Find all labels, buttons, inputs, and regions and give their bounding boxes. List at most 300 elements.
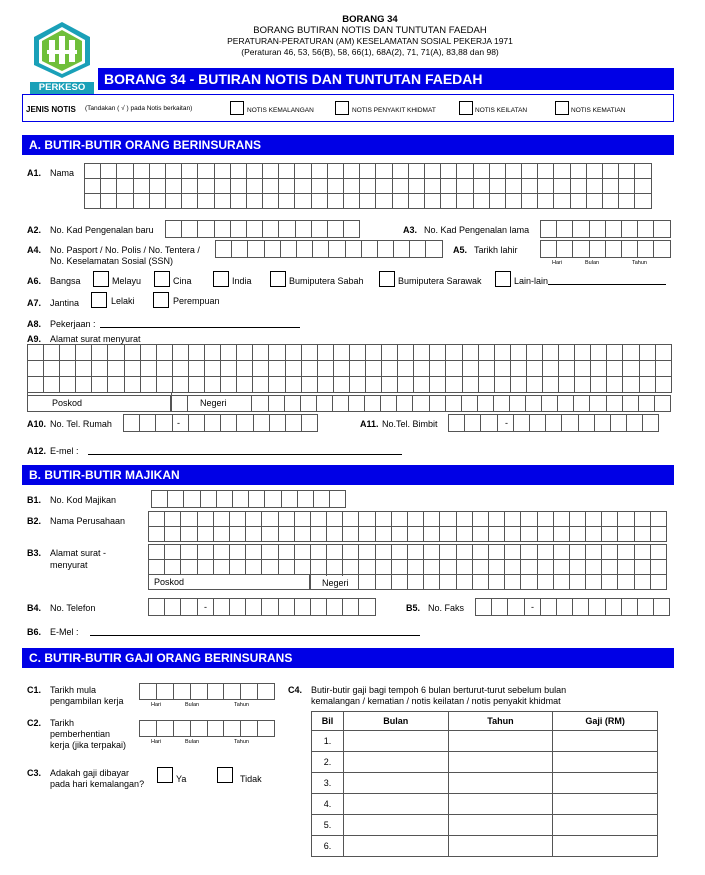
input-cell[interactable] [424, 574, 440, 590]
input-cell[interactable] [607, 360, 623, 377]
input-cell[interactable] [85, 163, 101, 179]
input-cell[interactable] [208, 720, 225, 737]
input-cell[interactable] [378, 240, 394, 258]
checkbox-notis-penyakit[interactable] [335, 101, 349, 115]
input-cell[interactable] [474, 193, 490, 209]
input-cell[interactable] [165, 598, 181, 616]
input-cell[interactable] [654, 240, 670, 258]
input-cell[interactable] [586, 574, 602, 590]
bulan-cell[interactable] [343, 731, 448, 752]
input-cell[interactable] [359, 559, 375, 575]
input-cell[interactable] [269, 344, 285, 361]
input-cell[interactable] [489, 511, 505, 527]
input-cell[interactable] [554, 193, 570, 209]
input-cell[interactable] [334, 360, 350, 377]
input-cell[interactable] [165, 559, 181, 575]
input-cell[interactable] [635, 178, 651, 194]
input-cell[interactable] [627, 414, 643, 432]
input-cell[interactable] [656, 360, 672, 377]
input-cell[interactable] [329, 240, 345, 258]
input-cell[interactable] [589, 598, 605, 616]
input-cell[interactable] [440, 574, 456, 590]
input-cell[interactable] [149, 511, 165, 527]
input-cell[interactable] [393, 163, 409, 179]
input-cell[interactable] [221, 344, 237, 361]
input-cell[interactable] [149, 559, 165, 575]
input-cell[interactable] [286, 414, 302, 432]
input-cell[interactable] [586, 559, 602, 575]
gaji-cell[interactable] [553, 752, 658, 773]
input-cell[interactable] [312, 163, 328, 179]
input-cell[interactable] [541, 240, 557, 258]
input-cell[interactable] [635, 559, 651, 575]
input-cell[interactable] [312, 193, 328, 209]
input-cell[interactable] [541, 598, 557, 616]
input-cell[interactable] [343, 526, 359, 542]
input-cell[interactable] [538, 559, 554, 575]
input-cell[interactable] [622, 240, 638, 258]
input-cell[interactable] [60, 344, 76, 361]
input-cell[interactable] [494, 395, 510, 412]
input-cell[interactable] [635, 544, 651, 560]
bulan-cell[interactable] [343, 836, 448, 857]
input-cell[interactable] [481, 414, 497, 432]
input-cell[interactable] [254, 414, 270, 432]
input-cell[interactable] [587, 163, 603, 179]
input-cell[interactable] [490, 193, 506, 209]
input-cell[interactable] [457, 163, 473, 179]
input-cell[interactable] [297, 240, 313, 258]
input-cell[interactable] [543, 360, 559, 377]
input-cell[interactable] [511, 376, 527, 393]
checkbox-notis-kemalangan[interactable] [230, 101, 244, 115]
input-cell[interactable] [295, 511, 311, 527]
input-cell[interactable] [360, 193, 376, 209]
input-cell[interactable] [643, 414, 659, 432]
emel-b-input[interactable] [90, 635, 420, 636]
input-cell[interactable] [638, 598, 654, 616]
input-cell[interactable] [214, 526, 230, 542]
input-cell[interactable] [92, 376, 108, 393]
input-cell[interactable] [237, 414, 253, 432]
input-cell[interactable] [265, 490, 281, 508]
input-cell[interactable] [521, 526, 537, 542]
input-cell[interactable] [221, 414, 237, 432]
input-cell[interactable] [208, 683, 225, 700]
input-cell[interactable] [654, 598, 670, 616]
input-cell[interactable] [591, 344, 607, 361]
input-cell[interactable] [344, 163, 360, 179]
input-cell[interactable] [205, 376, 221, 393]
input-cell[interactable] [327, 511, 343, 527]
input-cell[interactable] [538, 574, 554, 590]
input-cell[interactable] [522, 163, 538, 179]
tahun-cell[interactable] [448, 836, 553, 857]
input-cell[interactable] [618, 559, 634, 575]
input-cell[interactable] [76, 344, 92, 361]
input-cell[interactable] [165, 526, 181, 542]
input-cell[interactable] [408, 559, 424, 575]
input-cell[interactable] [263, 193, 279, 209]
input-cell[interactable] [623, 395, 639, 412]
faks-majikan-field[interactable] [475, 598, 670, 616]
input-cell[interactable] [425, 178, 441, 194]
input-cell[interactable] [134, 163, 150, 179]
bulan-cell[interactable] [343, 752, 448, 773]
input-cell[interactable] [510, 395, 526, 412]
input-cell[interactable] [166, 193, 182, 209]
input-cell[interactable] [279, 598, 295, 616]
bulan-cell[interactable] [343, 773, 448, 794]
gaji-cell[interactable] [553, 731, 658, 752]
input-cell[interactable] [575, 360, 591, 377]
input-cell[interactable] [590, 395, 606, 412]
input-cell[interactable] [214, 559, 230, 575]
input-cell[interactable] [270, 414, 286, 432]
input-cell[interactable] [359, 511, 375, 527]
input-cell[interactable] [441, 163, 457, 179]
input-cell[interactable] [181, 598, 197, 616]
tahun-cell[interactable] [448, 752, 553, 773]
input-cell[interactable] [591, 360, 607, 377]
input-cell[interactable] [635, 163, 651, 179]
input-cell[interactable] [198, 511, 214, 527]
input-cell[interactable] [182, 220, 198, 238]
input-cell[interactable] [398, 344, 414, 361]
input-cell[interactable] [409, 163, 425, 179]
gaji-cell[interactable] [553, 815, 658, 836]
input-cell[interactable] [174, 720, 191, 737]
input-cell[interactable] [559, 344, 575, 361]
input-cell[interactable] [522, 193, 538, 209]
input-cell[interactable] [249, 490, 265, 508]
input-cell[interactable] [349, 395, 365, 412]
input-cell[interactable] [189, 344, 205, 361]
input-cell[interactable] [302, 414, 318, 432]
input-cell[interactable] [28, 360, 44, 377]
input-cell[interactable] [618, 544, 634, 560]
input-cell[interactable] [606, 598, 622, 616]
pasport-field[interactable] [215, 240, 443, 258]
input-cell[interactable] [457, 178, 473, 194]
input-cell[interactable] [60, 376, 76, 393]
input-cell[interactable] [430, 360, 446, 377]
input-cell[interactable] [623, 376, 639, 393]
input-cell[interactable] [425, 193, 441, 209]
input-cell[interactable] [182, 178, 198, 194]
input-cell[interactable] [366, 376, 382, 393]
input-cell[interactable] [173, 414, 189, 432]
input-cell[interactable] [408, 511, 424, 527]
input-cell[interactable] [619, 178, 635, 194]
input-cell[interactable] [623, 360, 639, 377]
input-cell[interactable] [152, 490, 168, 508]
input-cell[interactable] [198, 526, 214, 542]
input-cell[interactable] [554, 163, 570, 179]
input-cell[interactable] [463, 360, 479, 377]
checkbox-lain-lain[interactable] [495, 271, 511, 287]
input-cell[interactable] [382, 360, 398, 377]
input-cell[interactable] [394, 240, 410, 258]
input-cell[interactable] [189, 414, 205, 432]
input-cell[interactable] [252, 395, 268, 412]
input-cell[interactable] [463, 376, 479, 393]
input-cell[interactable] [446, 344, 462, 361]
input-cell[interactable] [231, 220, 247, 238]
input-cell[interactable] [269, 360, 285, 377]
input-cell[interactable] [538, 526, 554, 542]
input-cell[interactable] [521, 574, 537, 590]
input-cell[interactable] [571, 163, 587, 179]
input-cell[interactable] [575, 344, 591, 361]
input-cell[interactable] [247, 220, 263, 238]
input-cell[interactable] [286, 360, 302, 377]
input-cell[interactable] [570, 544, 586, 560]
input-cell[interactable] [269, 376, 285, 393]
input-cell[interactable] [590, 240, 606, 258]
input-cell[interactable] [134, 178, 150, 194]
input-cell[interactable] [237, 376, 253, 393]
input-cell[interactable] [150, 193, 166, 209]
input-cell[interactable] [618, 526, 634, 542]
input-cell[interactable] [506, 163, 522, 179]
input-cell[interactable] [314, 490, 330, 508]
input-cell[interactable] [125, 376, 141, 393]
input-cell[interactable] [505, 526, 521, 542]
input-cell[interactable] [258, 720, 275, 737]
input-cell[interactable] [141, 360, 157, 377]
telefon-majikan-field[interactable] [148, 598, 376, 616]
input-cell[interactable] [181, 559, 197, 575]
input-cell[interactable] [559, 360, 575, 377]
input-cell[interactable] [495, 344, 511, 361]
checkbox-perempuan[interactable] [153, 292, 169, 308]
input-cell[interactable] [654, 220, 670, 238]
input-cell[interactable] [301, 395, 317, 412]
input-cell[interactable] [302, 360, 318, 377]
input-cell[interactable] [408, 544, 424, 560]
input-cell[interactable] [463, 344, 479, 361]
input-cell[interactable] [216, 240, 232, 258]
input-cell[interactable] [205, 414, 221, 432]
input-cell[interactable] [530, 414, 546, 432]
input-cell[interactable] [217, 490, 233, 508]
input-cell[interactable] [440, 559, 456, 575]
input-cell[interactable] [449, 414, 465, 432]
input-cell[interactable] [230, 544, 246, 560]
input-cell[interactable] [607, 344, 623, 361]
input-cell[interactable] [333, 395, 349, 412]
input-cell[interactable] [590, 220, 606, 238]
input-cell[interactable] [440, 526, 456, 542]
input-cell[interactable] [570, 526, 586, 542]
input-cell[interactable] [440, 544, 456, 560]
input-cell[interactable] [182, 163, 198, 179]
input-cell[interactable] [430, 344, 446, 361]
input-cell[interactable] [571, 178, 587, 194]
input-cell[interactable] [527, 360, 543, 377]
input-cell[interactable] [150, 163, 166, 179]
input-cell[interactable] [651, 526, 667, 542]
input-cell[interactable] [473, 559, 489, 575]
input-cell[interactable] [236, 395, 252, 412]
input-cell[interactable] [198, 559, 214, 575]
input-cell[interactable] [330, 490, 346, 508]
input-cell[interactable] [505, 574, 521, 590]
input-cell[interactable] [506, 193, 522, 209]
input-cell[interactable] [424, 511, 440, 527]
input-cell[interactable] [295, 544, 311, 560]
input-cell[interactable] [28, 344, 44, 361]
input-cell[interactable] [181, 526, 197, 542]
input-cell[interactable] [638, 220, 654, 238]
input-cell[interactable] [198, 178, 214, 194]
input-cell[interactable] [381, 395, 397, 412]
pekerjaan-input[interactable] [100, 327, 300, 328]
input-cell[interactable] [201, 490, 217, 508]
input-cell[interactable] [397, 395, 413, 412]
input-cell[interactable] [430, 395, 446, 412]
input-cell[interactable] [296, 220, 312, 238]
input-cell[interactable] [557, 598, 573, 616]
input-cell[interactable] [157, 683, 174, 700]
input-cell[interactable] [134, 193, 150, 209]
input-cell[interactable] [350, 360, 366, 377]
tarikh-mula-field[interactable] [139, 683, 275, 700]
input-cell[interactable] [618, 574, 634, 590]
input-cell[interactable] [140, 683, 157, 700]
tel-bimbit-field[interactable] [448, 414, 659, 432]
input-cell[interactable] [360, 178, 376, 194]
input-cell[interactable] [221, 360, 237, 377]
input-cell[interactable] [198, 193, 214, 209]
input-cell[interactable] [334, 376, 350, 393]
input-cell[interactable] [587, 193, 603, 209]
input-cell[interactable] [311, 559, 327, 575]
input-cell[interactable] [376, 511, 392, 527]
input-cell[interactable] [571, 193, 587, 209]
input-cell[interactable] [262, 544, 278, 560]
input-cell[interactable] [414, 376, 430, 393]
input-cell[interactable] [343, 511, 359, 527]
input-cell[interactable] [543, 344, 559, 361]
lain-lain-input[interactable] [548, 284, 666, 285]
input-cell[interactable] [149, 544, 165, 560]
input-cell[interactable] [279, 511, 295, 527]
input-cell[interactable] [334, 344, 350, 361]
input-cell[interactable] [346, 240, 362, 258]
tahun-cell[interactable] [448, 773, 553, 794]
input-cell[interactable] [573, 220, 589, 238]
checkbox-ya[interactable] [157, 767, 173, 783]
input-cell[interactable] [602, 574, 618, 590]
input-cell[interactable] [554, 511, 570, 527]
input-cell[interactable] [28, 376, 44, 393]
input-cell[interactable] [101, 193, 117, 209]
input-cell[interactable] [457, 559, 473, 575]
input-cell[interactable] [570, 574, 586, 590]
input-cell[interactable] [440, 511, 456, 527]
bulan-cell[interactable] [343, 815, 448, 836]
input-cell[interactable] [538, 544, 554, 560]
input-cell[interactable] [279, 163, 295, 179]
input-cell[interactable] [327, 559, 343, 575]
input-cell[interactable] [554, 526, 570, 542]
input-cell[interactable] [359, 598, 375, 616]
input-cell[interactable] [156, 414, 172, 432]
input-cell[interactable] [230, 526, 246, 542]
bulan-cell[interactable] [343, 794, 448, 815]
input-cell[interactable] [570, 559, 586, 575]
input-cell[interactable] [595, 414, 611, 432]
input-cell[interactable] [279, 526, 295, 542]
input-cell[interactable] [527, 344, 543, 361]
input-cell[interactable] [359, 526, 375, 542]
kod-majikan-field[interactable] [151, 490, 346, 508]
input-cell[interactable] [586, 526, 602, 542]
input-cell[interactable] [393, 178, 409, 194]
input-cell[interactable] [408, 574, 424, 590]
input-cell[interactable] [426, 240, 442, 258]
input-cell[interactable] [344, 178, 360, 194]
input-cell[interactable] [365, 395, 381, 412]
input-cell[interactable] [140, 720, 157, 737]
input-cell[interactable] [344, 193, 360, 209]
input-cell[interactable] [603, 178, 619, 194]
input-cell[interactable] [166, 163, 182, 179]
input-cell[interactable] [85, 178, 101, 194]
input-cell[interactable] [117, 193, 133, 209]
input-cell[interactable] [279, 178, 295, 194]
input-cell[interactable] [125, 344, 141, 361]
input-cell[interactable] [157, 360, 173, 377]
input-cell[interactable] [478, 395, 494, 412]
input-cell[interactable] [253, 360, 269, 377]
input-cell[interactable] [479, 376, 495, 393]
input-cell[interactable] [409, 193, 425, 209]
kad-pengenalan-baru-field[interactable] [165, 220, 360, 238]
input-cell[interactable] [246, 511, 262, 527]
input-cell[interactable] [602, 526, 618, 542]
input-cell[interactable] [221, 376, 237, 393]
input-cell[interactable] [425, 163, 441, 179]
input-cell[interactable] [173, 344, 189, 361]
input-cell[interactable] [640, 360, 656, 377]
input-cell[interactable] [408, 526, 424, 542]
input-cell[interactable] [538, 163, 554, 179]
input-cell[interactable] [328, 178, 344, 194]
input-cell[interactable] [538, 178, 554, 194]
input-cell[interactable] [542, 395, 558, 412]
input-cell[interactable] [376, 574, 392, 590]
input-cell[interactable] [165, 544, 181, 560]
input-cell[interactable] [656, 344, 672, 361]
input-cell[interactable] [441, 178, 457, 194]
input-cell[interactable] [495, 360, 511, 377]
input-cell[interactable] [263, 163, 279, 179]
input-cell[interactable] [376, 544, 392, 560]
input-cell[interactable] [392, 574, 408, 590]
input-cell[interactable] [214, 511, 230, 527]
input-cell[interactable] [262, 511, 278, 527]
input-cell[interactable] [376, 163, 392, 179]
input-cell[interactable] [173, 376, 189, 393]
input-cell[interactable] [44, 344, 60, 361]
input-cell[interactable] [140, 414, 156, 432]
input-cell[interactable] [457, 544, 473, 560]
input-cell[interactable] [606, 220, 622, 238]
input-cell[interactable] [311, 598, 327, 616]
